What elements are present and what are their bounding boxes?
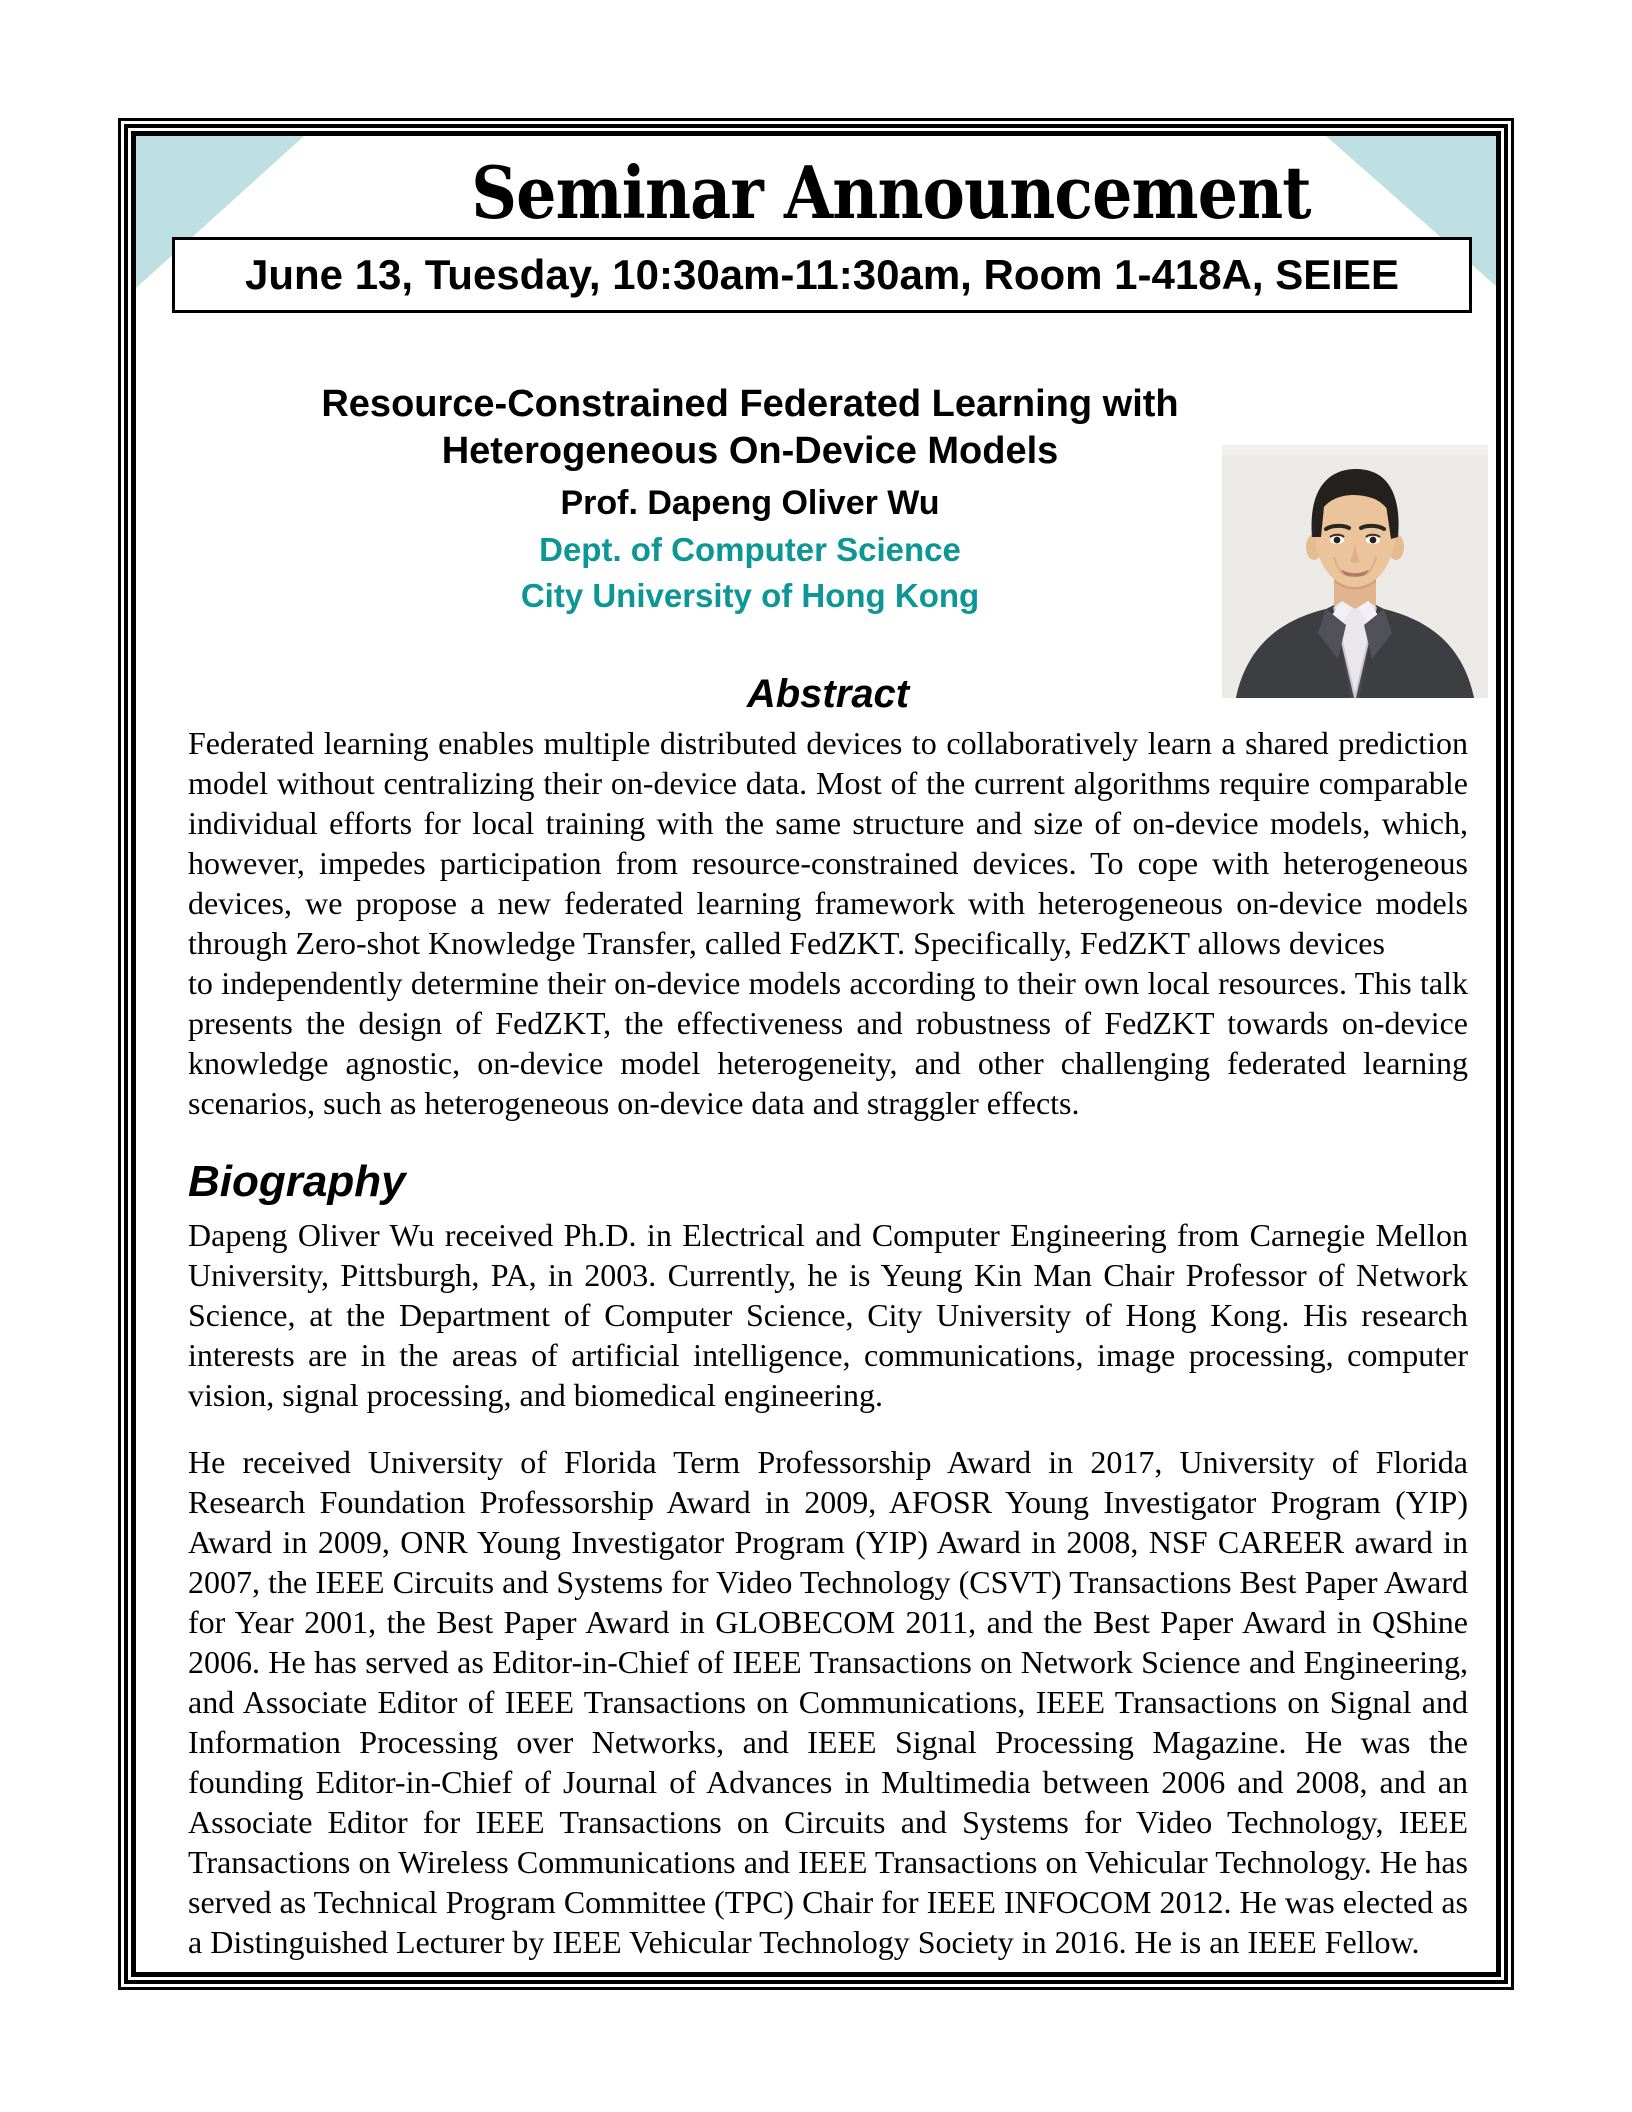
biography-paragraph-1: Dapeng Oliver Wu received Ph.D. in Electrical and Computer Engineering from Carnegie Mellon University, Pittsburgh, PA, in 2003. Currently, he is Yeung Kin Man Chair Professor of Network Science, at the Department of Computer Science, City University of Hong Kong. His research interests are in the areas of artificial intelligence, communications, image processing, computer vision, signal processing, and biomedical engineering. (188, 1217, 1468, 1413)
speaker-department: Dept. of Computer Science (539, 531, 961, 568)
speaker-university: City University of Hong Kong (520, 577, 980, 614)
speaker-name: Prof. Dapeng Oliver Wu (560, 484, 940, 522)
talk-title-line-2: Heterogeneous On-Device Models (441, 430, 1059, 472)
abstract-part-1: Federated learning enables multiple distributed devices to collaboratively learn a shared prediction model without centralizing their on-device data. Most of the current algorithms require comparable individual efforts for local training with the same structure and size of on-device models, which, however, impedes participation from resource-constrained devices. To cope with heterogeneous devices, we propose a new federated learning framework with heterogeneous on-device models through Zero-shot Knowledge Transfer, called FedZKT. Specifically, FedZKT allows devices (188, 725, 1468, 961)
abstract-text (188, 723, 1468, 1123)
abstract-part-2: to independently determine their on-device models according to their own local resources. This talk presents the design of FedZKT, the effectiveness and robustness of FedZKT towards on-device knowledge agnostic, on-device model heterogeneity, and other challenging federated learning scenarios, such as heterogeneous on-device data and straggler effects. (188, 965, 1468, 1121)
talk-header-block (190, 381, 1310, 619)
schedule-box (172, 237, 1472, 313)
talk-title-line-1: Resource-Constrained Federated Learning with (321, 383, 1179, 425)
schedule-text: June 13, Tuesday, 10:30am-11:30am, Room 1-418A, SEIEE (245, 251, 1399, 298)
biography-heading: Biography (188, 1157, 406, 1206)
abstract-heading: Abstract (746, 672, 910, 716)
speaker-photo-graphic (1222, 445, 1488, 698)
page-title: Seminar Announcement (471, 150, 1311, 235)
speaker-photo (1222, 445, 1488, 698)
biography-paragraph-2: He received University of Florida Term Professorship Award in 2017, University of Florida Research Foundation Professorship Award in 2009, AFOSR Young Investigator Program (YIP) Award in 2009, ONR Young Investigator Program (YIP) Award in 2008, NSF CAREER award in 2007, the IEEE Circuits and Systems for Video Technology (CSVT) Transactions Best Paper Award for Year 2001, the Best Paper Award in GLOBECOM 2011, and the Best Paper Award in QShine 2006. He has served as Editor-in-Chief of IEEE Transactions on Network Science and Engineering, and Associate Editor of IEEE Transactions on Communications, IEEE Transactions on Signal and Information Processing over Networks, and IEEE Signal Processing Magazine. He was the founding Editor-in-Chief of Journal of Advances in Multimedia between 2006 and 2008, and an Associate Editor for IEEE Transactions on Circuits and Systems for Video Technology, IEEE Transactions on Wireless Communications and IEEE Transactions on Vehicular Technology. He has served as Technical Program Committee (TPC) Chair for IEEE INFOCOM 2012. He was elected as a Distinguished Lecturer by IEEE Vehicular Technology Society in 2016. He is an IEEE Fellow. (188, 1444, 1468, 1960)
